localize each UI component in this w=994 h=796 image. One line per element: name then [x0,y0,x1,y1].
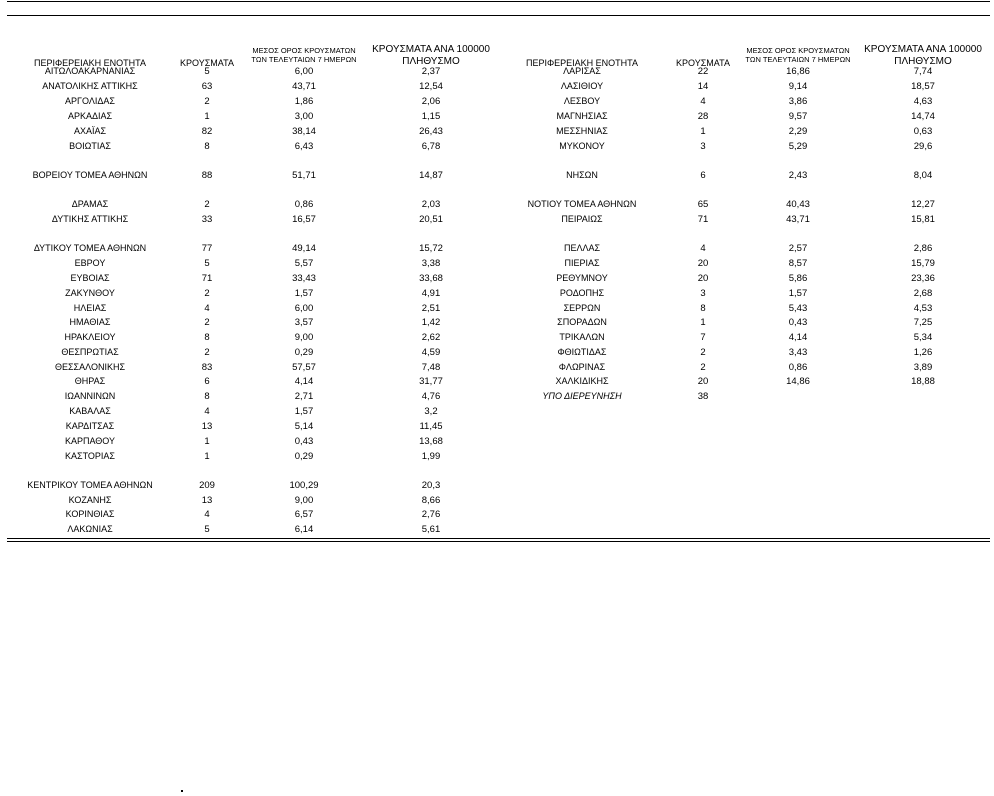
cell-cases: 8 [700,303,706,314]
stray-mark [181,790,183,792]
cell-per100k: 13,68 [419,436,443,447]
cell-region: ΗΛΕΙΑΣ [73,303,107,313]
cell-avg: 38,14 [292,126,316,137]
cell-avg: 6,57 [294,509,314,520]
cell-cases: 2 [204,288,210,299]
cell-avg: 6,00 [294,303,314,314]
cell-cases: 6 [204,376,210,387]
cell-avg: 51,71 [292,170,316,181]
header-avg-line1: ΜΕΣΟΣ ΟΡΟΣ ΚΡΟΥΣΜΑΤΩΝ [252,46,356,55]
cell-cases: 1 [700,317,706,328]
cell-cases: 3 [700,288,706,299]
cell-cases: 2 [204,347,210,358]
header-avg-line2: ΤΩΝ ΤΕΛΕΥΤΑΙΩΝ 7 ΗΜΕΡΩΝ [251,55,357,64]
cell-avg: 16,86 [786,66,810,77]
cell-avg: 1,57 [788,288,808,299]
cell-avg: 0,43 [294,436,314,447]
cell-avg: 3,57 [294,317,314,328]
cell-cases: 83 [201,362,213,373]
cell-avg: 3,00 [294,111,314,122]
cell-cases: 4 [204,406,210,417]
cell-per100k: 12,54 [419,81,443,92]
cell-per100k: 15,72 [419,243,443,254]
cell-avg: 0,86 [294,199,314,210]
cell-cases: 1 [204,436,210,447]
cell-region: ΗΡΑΚΛΕΙΟΥ [64,332,116,342]
cell-per100k: 6,78 [421,141,441,152]
cell-region: ΡΕΘΥΜΝΟΥ [556,273,608,283]
cell-cases: 14 [697,81,709,92]
cell-region: ΒΟΡΕΙΟΥ ΤΟΜΕΑ ΑΘΗΝΩΝ [32,170,148,180]
cell-per100k: 18,88 [911,376,935,387]
cell-per100k: 20,3 [421,480,441,491]
cell-cases: 20 [697,376,709,387]
cell-per100k: 3,2 [424,406,438,417]
cell-cases: 4 [204,303,210,314]
cell-avg: 1,57 [294,406,314,417]
cell-cases: 71 [201,273,213,284]
cell-per100k: 26,43 [419,126,443,137]
cell-per100k: 33,68 [419,273,443,284]
cell-region: ΘΕΣΠΡΩΤΙΑΣ [61,347,119,357]
cell-per100k: 5,61 [421,524,441,535]
cell-cases: 88 [201,170,213,181]
cell-per100k: 2,86 [913,243,933,254]
cell-cases: 2 [204,199,210,210]
cell-per100k: 4,53 [913,303,933,314]
cell-per100k: 2,51 [421,303,441,314]
cell-per100k: 2,06 [421,96,441,107]
header-per100k-line2: ΠΛΗΘΥΣΜΟ [894,56,952,67]
cell-per100k: 4,76 [421,391,441,402]
cell-cases: 4 [700,243,706,254]
cell-avg: 6,00 [294,66,314,77]
cell-avg: 4,14 [788,332,808,343]
cell-per100k: 1,42 [421,317,441,328]
cell-cases: 2 [204,317,210,328]
cell-per100k: 31,77 [419,376,443,387]
cell-per100k: 5,34 [913,332,933,343]
cell-cases: 5 [204,258,210,269]
cell-cases: 1 [700,126,706,137]
cell-cases: 38 [697,391,709,402]
cell-region: ΕΒΡΟΥ [74,258,106,268]
cell-region: ΦΘΙΩΤΙΔΑΣ [557,347,607,357]
cell-cases: 2 [204,96,210,107]
cell-region: ΑΡΚΑΔΙΑΣ [67,111,113,121]
cell-region: ΖΑΚΥΝΘΟΥ [65,288,115,298]
cell-avg: 40,43 [786,199,810,210]
cell-region: ΕΥΒΟΙΑΣ [70,273,110,283]
cell-per100k: 2,37 [421,66,441,77]
bottom-double-rule [7,538,990,542]
header-per100k-line1: ΚΡΟΥΣΜΑΤΑ ΑΝΑ 100000 [864,44,982,55]
cell-per100k: 18,57 [911,81,935,92]
cell-cases: 2 [700,347,706,358]
cell-cases: 22 [697,66,709,77]
cell-region: ΔΡΑΜΑΣ [71,199,109,209]
cell-per100k: 3,89 [913,362,933,373]
cell-avg: 0,43 [788,317,808,328]
cell-cases: 8 [204,141,210,152]
cell-avg: 9,57 [788,111,808,122]
cell-region: ΛΑΚΩΝΙΑΣ [67,524,113,534]
cell-region: ΒΟΙΩΤΙΑΣ [69,141,111,151]
cell-cases: 28 [697,111,709,122]
cell-cases: 8 [204,332,210,343]
cell-region: ΡΟΔΟΠΗΣ [559,288,605,298]
cell-cases: 20 [697,258,709,269]
cell-per100k: 8,66 [421,495,441,506]
cell-cases: 63 [201,81,213,92]
cell-avg: 2,57 [788,243,808,254]
cell-region: ΑΧΑΪΑΣ [73,126,107,136]
cell-cases: 71 [697,214,709,225]
header-top-rule [7,15,990,16]
cell-per100k: 4,63 [913,96,933,107]
header-cases: ΚΡΟΥΣΜΑΤΑ [676,58,730,68]
cell-cases: 5 [204,66,210,77]
cell-cases: 5 [204,524,210,535]
cell-region: ΣΠΟΡΑΔΩΝ [557,317,607,327]
cell-avg: 6,43 [294,141,314,152]
cell-per100k: 2,62 [421,332,441,343]
cell-per100k: 4,59 [421,347,441,358]
cell-avg: 4,14 [294,376,314,387]
cell-region: ΚΑΒΑΛΑΣ [69,406,111,416]
cell-avg: 1,57 [294,288,314,299]
cell-avg: 2,43 [788,170,808,181]
cell-region: ΧΑΛΚΙΔΙΚΗΣ [555,376,609,386]
cell-cases: 13 [201,495,213,506]
cell-per100k: 4,91 [421,288,441,299]
cell-region: ΦΛΩΡΙΝΑΣ [558,362,606,372]
cell-cases: 4 [204,509,210,520]
cell-avg: 14,86 [786,376,810,387]
cell-cases: 2 [700,362,706,373]
cell-avg: 16,57 [292,214,316,225]
cell-region: ΘΕΣΣΑΛΟΝΙΚΗΣ [54,362,126,372]
cell-cases: 20 [697,273,709,284]
header-region: ΠΕΡΙΦΕΡΕΙΑΚΗ ΕΝΟΤΗΤΑ [33,58,147,68]
cell-avg: 33,43 [292,273,316,284]
cell-region: ΝΟΤΙΟΥ ΤΟΜΕΑ ΑΘΗΝΩΝ [527,199,637,209]
cell-region: ΑΡΓΟΛΙΔΑΣ [65,96,115,106]
cell-region: ΜΑΓΝΗΣΙΑΣ [556,111,608,121]
cell-avg: 5,43 [788,303,808,314]
cell-region: ΔΥΤΙΚΗΣ ΑΤΤΙΚΗΣ [51,214,129,224]
cell-region: ΑΝΑΤΟΛΙΚΗΣ ΑΤΤΙΚΗΣ [42,81,138,91]
cell-avg: 100,29 [289,480,319,491]
header-per100k-line1: ΚΡΟΥΣΜΑΤΑ ΑΝΑ 100000 [372,44,490,55]
cell-cases: 3 [700,141,706,152]
cell-region: ΛΑΣΙΘΙΟΥ [560,81,604,91]
cell-region: ΙΩΑΝΝΙΝΩΝ [64,391,116,401]
cell-avg: 0,29 [294,347,314,358]
cell-cases: 7 [700,332,706,343]
cell-region: ΠΙΕΡΙΑΣ [564,258,600,268]
cell-per100k: 23,36 [911,273,935,284]
cell-region: ΠΕΛΛΑΣ [563,243,601,253]
cell-avg: 57,57 [292,362,316,373]
cell-cases: 13 [201,421,213,432]
cell-per100k: 0,63 [913,126,933,137]
cell-region: ΣΕΡΡΩΝ [563,303,601,313]
cell-per100k: 7,25 [913,317,933,328]
cell-region: ΛΑΡΙΣΑΣ [563,66,601,76]
cell-avg: 9,14 [788,81,808,92]
cell-region: ΤΡΙΚΑΛΩΝ [559,332,605,342]
cell-cases: 77 [201,243,213,254]
cell-cases: 33 [201,214,213,225]
cell-region: ΠΕΙΡΑΙΩΣ [561,214,603,224]
cell-region: ΚΕΝΤΡΙΚΟΥ ΤΟΜΕΑ ΑΘΗΝΩΝ [27,480,153,490]
cell-avg: 5,14 [294,421,314,432]
cell-cases: 6 [700,170,706,181]
cell-per100k: 14,87 [419,170,443,181]
cell-avg: 3,43 [788,347,808,358]
cell-per100k: 12,27 [911,199,935,210]
cell-region: ΗΜΑΘΙΑΣ [69,317,111,327]
header-avg-line1: ΜΕΣΟΣ ΟΡΟΣ ΚΡΟΥΣΜΑΤΩΝ [746,46,850,55]
cell-per100k: 7,74 [913,66,933,77]
cell-cases: 1 [204,111,210,122]
cell-avg: 9,00 [294,332,314,343]
cell-cases: 1 [204,451,210,462]
header-region: ΠΕΡΙΦΕΡΕΙΑΚΗ ΕΝΟΤΗΤΑ [525,58,639,68]
cell-cases: 209 [199,480,215,491]
cell-avg: 49,14 [292,243,316,254]
cell-avg: 9,00 [294,495,314,506]
cell-region: ΚΟΡΙΝΘΙΑΣ [65,509,115,519]
cell-avg: 5,57 [294,258,314,269]
cell-avg: 5,86 [788,273,808,284]
cell-per100k: 1,26 [913,347,933,358]
cell-region: ΛΕΣΒΟΥ [563,96,601,106]
cell-region: ΜΕΣΣΗΝΙΑΣ [556,126,608,136]
cell-region: ΚΟΖΑΝΗΣ [68,495,112,505]
cell-per100k: 1,15 [421,111,441,122]
header-per100k-line2: ΠΛΗΘΥΣΜΟ [402,56,460,67]
cell-cases: 8 [204,391,210,402]
cell-per100k: 15,79 [911,258,935,269]
cell-region: ΘΗΡΑΣ [74,376,106,386]
cell-avg: 2,71 [294,391,314,402]
cell-region: ΚΑΡΠΑΘΟΥ [64,436,116,446]
cell-avg: 2,29 [788,126,808,137]
cell-avg: 6,14 [294,524,314,535]
cell-avg: 1,86 [294,96,314,107]
cell-per100k: 15,81 [911,214,935,225]
cell-cases: 4 [700,96,706,107]
cell-region: ΚΑΣΤΟΡΙΑΣ [65,451,115,461]
cell-avg: 5,29 [788,141,808,152]
cell-region: ΝΗΣΩΝ [566,170,598,180]
header-cases: ΚΡΟΥΣΜΑΤΑ [180,58,234,68]
header-avg-line2: ΤΩΝ ΤΕΛΕΥΤΑΙΩΝ 7 ΗΜΕΡΩΝ [745,55,851,64]
cell-per100k: 29,6 [913,141,933,152]
cell-avg: 0,29 [294,451,314,462]
cell-region: ΥΠΟ ΔΙΕΡΕΥΝΗΣΗ [542,391,622,401]
cell-avg: 0,86 [788,362,808,373]
cell-region: ΑΙΤΩΛΟΑΚΑΡΝΑΝΙΑΣ [44,66,136,76]
cell-avg: 3,86 [788,96,808,107]
cell-per100k: 8,04 [913,170,933,181]
cell-per100k: 2,03 [421,199,441,210]
cell-region: ΚΑΡΔΙΤΣΑΣ [65,421,115,431]
cell-per100k: 2,76 [421,509,441,520]
top-rule [7,1,990,2]
cell-region: ΜΥΚΟΝΟΥ [559,141,605,151]
cell-per100k: 1,99 [421,451,441,462]
cell-per100k: 20,51 [419,214,443,225]
cell-avg: 8,57 [788,258,808,269]
cell-cases: 82 [201,126,213,137]
cell-region: ΔΥΤΙΚΟΥ ΤΟΜΕΑ ΑΘΗΝΩΝ [33,243,147,253]
cell-per100k: 7,48 [421,362,441,373]
cell-avg: 43,71 [292,81,316,92]
cell-cases: 65 [697,199,709,210]
cell-per100k: 11,45 [419,421,443,432]
cell-avg: 43,71 [786,214,810,225]
cell-per100k: 14,74 [911,111,935,122]
cell-per100k: 2,68 [913,288,933,299]
cell-per100k: 3,38 [421,258,441,269]
